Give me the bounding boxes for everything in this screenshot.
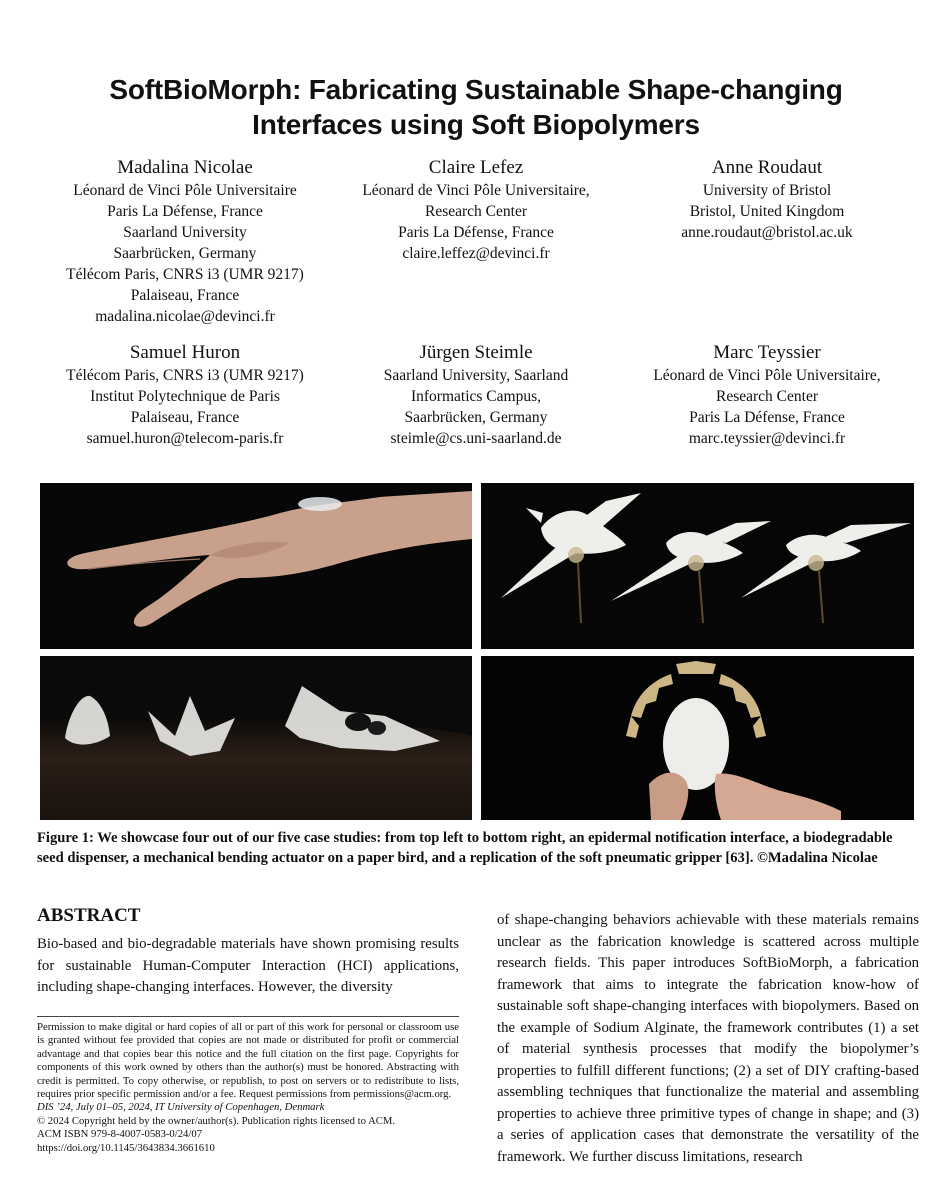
affiliation-line: University of Bristol <box>702 182 832 199</box>
affiliation-line: Télécom Paris, CNRS i3 (UMR 9217) <box>66 367 304 384</box>
author-block <box>40 156 912 449</box>
author-teyssier <box>622 341 912 449</box>
author-name: Samuel Huron <box>129 342 241 363</box>
affiliation-line: Paris La Défense, France <box>107 203 263 220</box>
figure-photo-seed-dispenser <box>40 656 472 820</box>
affiliation-line: Informatics Campus, <box>410 388 541 405</box>
permission-footnote <box>37 1016 459 1155</box>
paper-title <box>40 72 912 142</box>
author-email[interactable]: samuel.huron@telecom-paris.fr <box>86 430 284 447</box>
affiliation-line: Research Center <box>425 203 527 220</box>
affiliation-line: Paris La Défense, France <box>398 224 554 241</box>
permission-text: Permission to make digital or hard copies of all or part of this work for personal or classroom use is granted without fee provided that copies are not made or distributed for profit or commercial advantage and that copies bear this notice and the full citation on the first page. Copyrights for components of this work owned by others than the author(s) must be honored. Abstracting with credit is permitted. To copy otherwise, or republish, to post on servers or to redistribute to lists, requires prior specific permission and/or a fee. Request permissions from permissions@acm.org. <box>37 1021 459 1101</box>
author-nicolae <box>40 156 330 327</box>
abstract-text-left: Bio-based and bio-degradable materials have shown promising results for sustainable Human-Computer Interaction (HCI) applications, including shape-changing interfaces. However, the diversity <box>37 936 459 995</box>
author-row-1 <box>40 156 912 327</box>
author-name: Marc Teyssier <box>713 342 821 363</box>
author-name: Madalina Nicolae <box>117 157 253 178</box>
affiliation-line: Research Center <box>716 388 818 405</box>
author-email[interactable]: steimle@cs.uni-saarland.de <box>390 430 562 447</box>
affiliation-line: Léonard de Vinci Pôle Universitaire, <box>362 182 590 199</box>
affiliation-line: Saarland University <box>123 224 247 241</box>
author-huron <box>40 341 330 449</box>
author-email[interactable]: claire.leffez@devinci.fr <box>402 245 550 262</box>
left-column <box>37 904 459 999</box>
author-row-2 <box>40 341 912 449</box>
venue-line: DIS ’24, July 01–05, 2024, IT University of Copenhagen, Denmark <box>37 1101 325 1114</box>
author-email[interactable]: marc.teyssier@devinci.fr <box>688 430 846 447</box>
affiliation-line: Saarbrücken, Germany <box>113 245 257 262</box>
affiliation-line: Léonard de Vinci Pôle Universitaire, <box>653 367 881 384</box>
affiliation-line: Saarbrücken, Germany <box>404 409 548 426</box>
affiliation-line: Palaiseau, France <box>130 287 240 304</box>
affiliation-line: Léonard de Vinci Pôle Universitaire <box>73 182 297 199</box>
figure-photo-hand <box>40 483 472 649</box>
affiliation-line: Palaiseau, France <box>130 409 240 426</box>
isbn-line: ACM ISBN 979-8-4007-0583-0/24/07 <box>37 1128 203 1141</box>
figure-photo-gripper <box>481 656 914 820</box>
figure-caption: Figure 1: We showcase four out of our five case studies: from top left to bottom right, an epidermal notification interface, a biodegradable seed dispenser, a mechanical bending actuator on a paper bird, and a replication of the soft pneumatic gripper [63]. ©Madalina Nicolae <box>37 830 893 866</box>
author-name: Anne Roudaut <box>711 157 823 178</box>
abstract-heading: ABSTRACT <box>37 905 141 926</box>
author-email[interactable]: madalina.nicolae@devinci.fr <box>95 308 275 325</box>
author-email[interactable]: anne.roudaut@bristol.ac.uk <box>681 224 853 241</box>
author-name: Claire Lefez <box>428 157 524 178</box>
doi-link[interactable]: https://doi.org/10.1145/3643834.3661610 <box>37 1141 215 1154</box>
affiliation-line: Institut Polytechnique de Paris <box>90 388 280 405</box>
affiliation-line: Bristol, United Kingdom <box>689 203 845 220</box>
affiliation-line: Paris La Défense, France <box>689 409 845 426</box>
abstract-text-right: of shape-changing behaviors achievable with these materials remains unclear as the fabrication knowledge is scattered across multiple research fields. This paper introduces SoftBioMorph, a fabrication framework that aims to integrate the fabrication know-how of sustainable soft shape-changing interfaces with biopolymers. Based on the example of Sodium Alginate, the framework contributes (1) a set of material synthesis processes that modify the biopolymer’s properties to fulfill different functions; (2) a set of DIY crafting-based assembling techniques that functionalize the material and assembling properties to achieve three primitive types of change in shape; and (3) a series of application cases that demonstrate the versatility of the framework. We further discuss limitations, research <box>497 912 919 1165</box>
author-lefez <box>331 156 621 327</box>
copyright-line: © 2024 Copyright held by the owner/author(s). Publication rights licensed to ACM. <box>37 1114 396 1127</box>
figure-photo-birds <box>481 483 914 649</box>
affiliation-line: Saarland University, Saarland <box>383 367 569 384</box>
right-column <box>497 910 919 1168</box>
author-roudaut <box>622 156 912 327</box>
title-line-1: SoftBioMorph: Fabricating Sustainable Shape-changing <box>109 74 843 105</box>
affiliation-line: Télécom Paris, CNRS i3 (UMR 9217) <box>66 266 304 283</box>
author-steimle <box>331 341 621 449</box>
title-line-2: Interfaces using Soft Biopolymers <box>252 109 700 140</box>
author-name: Jürgen Steimle <box>419 342 533 363</box>
